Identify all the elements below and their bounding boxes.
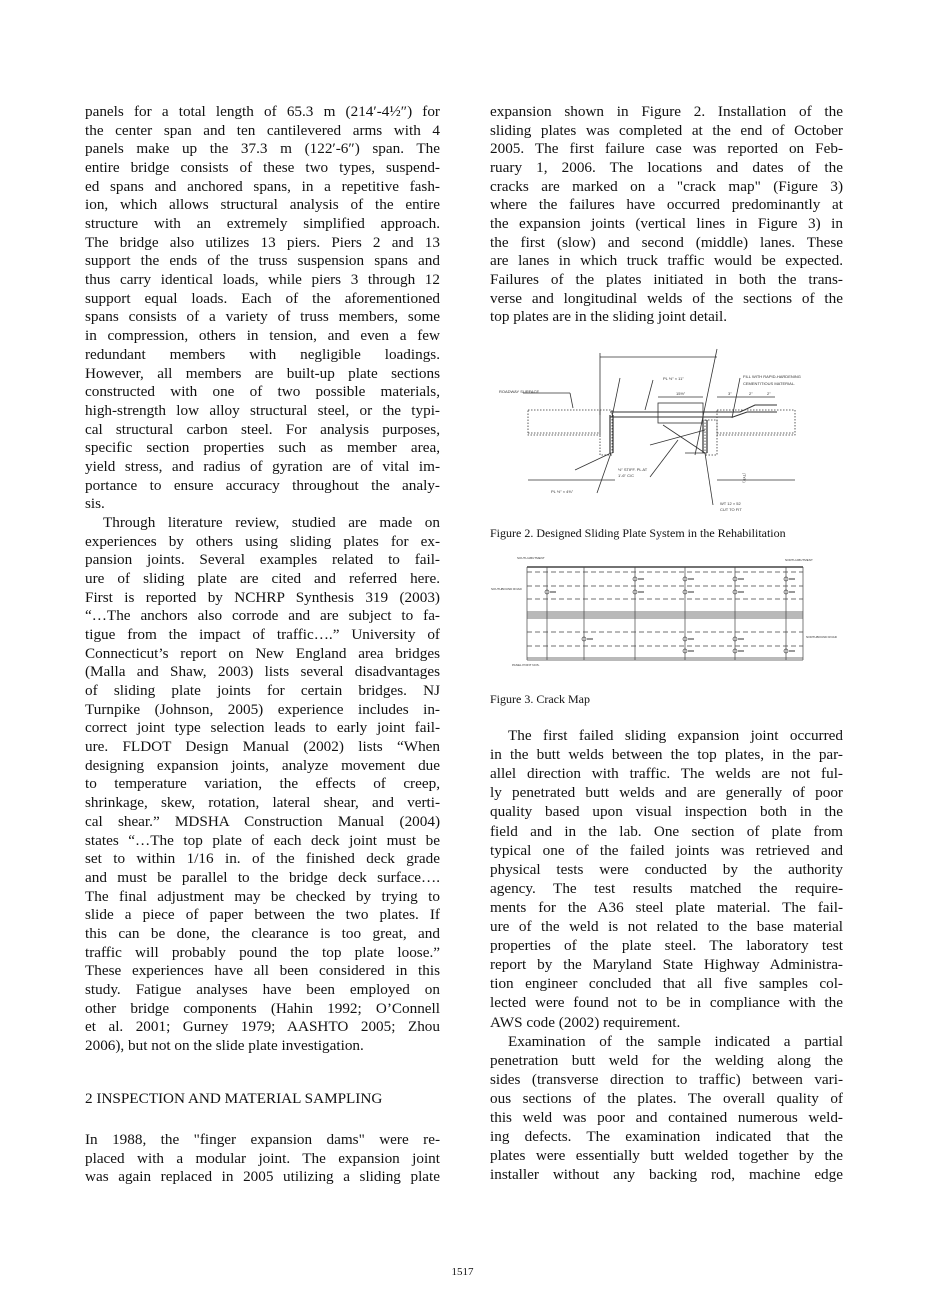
crack-marker-note	[550, 591, 556, 593]
text-line: sis.	[85, 495, 105, 513]
label-wt: WT 12 × 52	[720, 501, 741, 506]
text-line: installer without any backing rod, machine edge	[490, 1166, 843, 1184]
text-line: designing expansion joints, analyze movement due	[85, 756, 440, 774]
text-line: correct joint type selection leads to early joint fail-	[85, 719, 440, 737]
text-line: ments for the A36 steel plate material. The fail-	[490, 898, 843, 916]
text-line: However, all members are built-up plate sections	[85, 364, 440, 382]
text-line: and must be parallel to the bridge deck surface….	[85, 868, 440, 886]
label-south-abutment: SOUTH ABUTMENT	[517, 556, 545, 560]
text-line: In 1988, the "finger expansion dams" were re-	[85, 1131, 440, 1148]
label-northbound-road: NORTHBOUND ROAD	[806, 635, 837, 639]
text-line: The bridge also utilizes 13 piers. Piers 2 and 13	[85, 233, 440, 251]
crack-marker-note	[789, 591, 795, 593]
text-line: states “…The top plate of each deck joint must be	[85, 831, 440, 849]
crack-marker-note	[789, 578, 795, 580]
figure-3-caption: Figure 3. Crack Map	[490, 692, 590, 706]
label-typ: (TYP.)	[742, 473, 746, 483]
text-line: ed spans and anchored spans, in a repetitive fash-	[85, 177, 440, 195]
text-line: ion, which allows structural analysis of the entire	[85, 196, 440, 214]
text-line: ing defects. The examination indicated that the	[490, 1128, 843, 1146]
text-line: typical one of the failed joints was retrieved and	[490, 841, 843, 859]
crack-marker-note	[688, 591, 694, 593]
text-line: tigue from the impact of traffic….” University of	[85, 626, 440, 644]
text-line: the expansion joints (vertical lines in Figure 3) in	[490, 215, 843, 233]
text-line: in the butt welds between the top plates, in the par-	[490, 746, 843, 764]
text-line: ly penetrated butt welds and are generally of poor	[490, 784, 843, 802]
crack-marker-note	[638, 591, 644, 593]
text-line: penetration butt weld for the welding along the	[490, 1051, 843, 1069]
text-line: ous sections of the plates. The overall quality of	[490, 1089, 843, 1107]
label-roadway: ROADWAY SURFACE	[499, 389, 540, 394]
text-line: constructed with one of two possible materials,	[85, 383, 440, 401]
text-line: allel direction with traffic. The welds are not ful-	[490, 765, 843, 783]
crack-marker-note	[638, 578, 644, 580]
text-line: “…The anchors also corrode and are subject to fa-	[85, 607, 440, 625]
label-wt-2: CUT TO FIT	[720, 507, 742, 512]
text-line: verse and longitudinal welds of the sections of the	[490, 289, 843, 307]
text-line: Turnpike (Johnson, 2005) experience includes in-	[85, 700, 440, 718]
figure-2-caption: Figure 2. Designed Sliding Plate System in the Rehabilitation	[490, 526, 786, 540]
text-line: physical tests were conducted by the authority	[490, 860, 843, 878]
figure-2-drawing	[485, 345, 845, 525]
text-line: 2005. The first failure case was reported on Feb-	[490, 140, 843, 158]
text-line: panels for a total length of 65.3 m (214′-4½″) for	[85, 103, 440, 120]
crack-marker-note	[789, 650, 795, 652]
text-line: ure. FLDOT Design Manual (2002) lists “When	[85, 738, 440, 756]
text-line: of sliding plate joints for certain bridges. NJ	[85, 682, 440, 700]
crack-marker-note	[587, 638, 593, 640]
text-line: the center span and ten cantilevered arms with 4	[85, 121, 440, 139]
text-line: top plates are in the sliding joint detail.	[490, 308, 728, 326]
label-north-abutment: NORTH ABUTMENT	[785, 558, 813, 562]
text-line: support the ends of the truss suspension spans and	[85, 252, 440, 270]
text-line: was again replaced in 2005 utilizing a sliding plate	[85, 1168, 440, 1186]
text-line: 2006), but not on the slide plate investigation.	[85, 1037, 364, 1054]
text-line: plates were essentially butt welded together by the	[490, 1147, 843, 1165]
text-line: to temperature variation, the effects of creep,	[85, 775, 440, 793]
text-line: high-strength low alloy structural steel, or the typi-	[85, 401, 440, 419]
text-line: pansion joints. Several examples related to fail-	[85, 551, 440, 569]
text-line: are lanes in which truck traffic would be expected.	[490, 252, 843, 270]
crack-marker-note	[688, 650, 694, 652]
text-line: specific section properties such as member area,	[85, 439, 440, 457]
text-line: study. Fatigue analyses have been employed on	[85, 980, 440, 998]
text-line: expansion shown in Figure 2. Installation of the	[490, 103, 843, 120]
text-line: sides (transverse direction to traffic) between vari-	[490, 1070, 843, 1088]
text-line: Through literature review, studied are made on	[103, 513, 440, 531]
text-line: panels make up the 37.3 m (122′-6″) span. The	[85, 140, 440, 158]
text-line: First is reported by NCHRP Synthesis 319 (2003)	[85, 588, 440, 606]
label-dim-a: 3"	[728, 391, 732, 396]
text-line: shrinkage, skew, rotation, lateral shear, and verti-	[85, 794, 440, 812]
text-line: spans consists of a variety of truss members, some	[85, 308, 440, 326]
label-fill: FILL WITH RAPID-HARDENING	[743, 374, 801, 379]
label-dim-c: 2"	[767, 391, 771, 396]
figure-3-crack-map	[485, 550, 845, 675]
text-line: Connecticut’s report on New England area bridges	[85, 644, 440, 662]
text-line: traffic will probably pound the top plate loose.”	[85, 943, 440, 961]
text-line: Examination of the sample indicated a partial	[508, 1032, 843, 1050]
text-line: The final adjustment may be checked by trying to	[85, 887, 440, 905]
label-stiffener: ½" STIFF. PL AT	[618, 467, 648, 472]
text-line: redundant members with negligible loadings.	[85, 345, 440, 363]
text-line: These experiences have all been considered in this	[85, 962, 440, 980]
text-line: tion engineer concluded that all five samples col-	[490, 975, 843, 993]
text-line: the first (slow) and second (middle) lanes. These	[490, 233, 843, 251]
crack-marker-note	[738, 638, 744, 640]
label-southbound-road: SOUTHBOUND ROAD	[491, 587, 522, 591]
crack-marker-note	[738, 591, 744, 593]
crack-marker-note	[688, 578, 694, 580]
label-fill-2: CEMENTITIOUS MATERIAL.	[743, 381, 796, 386]
text-line: placed with a modular joint. The expansion joint	[85, 1149, 440, 1167]
text-line: support equal loads. Each of the aforementioned	[85, 289, 440, 307]
text-line: field and in the lab. One section of plate from	[490, 822, 843, 840]
text-line: experiences by others using sliding plates for ex-	[85, 532, 440, 550]
text-line: yield stress, and radius of gyration are of vital im-	[85, 457, 440, 475]
text-line: entire bridge consists of these two types, suspend-	[85, 159, 440, 177]
text-line: thus carry identical loads, while piers 3 through 12	[85, 271, 440, 289]
text-line: cal structural carbon steel. For analysis purposes,	[85, 420, 440, 438]
text-line: (Malla and Shaw, 2003) lists several disadvantages	[85, 663, 440, 681]
text-line: properties of the plate steel. The laboratory test	[490, 937, 843, 955]
label-dim-b: 2"	[749, 391, 753, 396]
text-line: set to within 1/16 in. of the finished deck grade	[85, 850, 440, 868]
text-line: quality based upon visual inspection both in the	[490, 803, 843, 821]
label-stiffener-2: 1'-6" C/C	[618, 473, 634, 478]
text-line: The first failed sliding expansion joint occurred	[508, 727, 843, 744]
text-line: where the failures have occurred predominantly at	[490, 196, 843, 214]
text-line: ure of sliding plate are cited and referred here.	[85, 570, 440, 587]
text-line: in compression, others in tension, and even a few	[85, 327, 440, 345]
text-line: cal shear.” MDSHA Construction Manual (2004)	[85, 812, 440, 830]
crack-marker-note	[738, 650, 744, 652]
label-side-plate: PL ½" × 4⅝"	[551, 489, 574, 494]
text-line: et al. 2001; Gurney 1979; AASHTO 2005; Zhou	[85, 1018, 440, 1036]
text-line: Failures of the plates initiated in both the trans-	[490, 271, 843, 289]
text-line: AWS code (2002) requirement.	[490, 1013, 681, 1031]
text-line: slide a piece of paper between the two plates. If	[85, 906, 440, 924]
text-line: cracks are marked on a "crack map" (Figure 3)	[490, 177, 843, 195]
text-line: this can be done, the clearance is too great, and	[85, 924, 440, 942]
text-line: report by the Maryland State Highway Administra-	[490, 956, 843, 974]
label-panel-points: PANEL POINT NOS.	[512, 663, 540, 667]
text-line: ure of the weld is not related to the base material	[490, 918, 843, 935]
text-line: portance to ensure accuracy throughout the analy-	[85, 476, 440, 494]
text-line: lected were found not to be in compliance with the	[490, 994, 843, 1012]
text-line: agency. The test results matched the require-	[490, 879, 843, 897]
text-line: ruary 1, 2006. The locations and dates of the	[490, 159, 843, 177]
text-line: structure with an extremely simplified approach.	[85, 215, 440, 233]
crack-marker-note	[738, 578, 744, 580]
label-dim-box: 15½"	[676, 391, 686, 396]
section-heading: 2 INSPECTION AND MATERIAL SAMPLING	[85, 1090, 383, 1107]
label-top-plate: PL ½" × 11"	[663, 376, 684, 381]
text-line: this weld was poor and contained numerous weld-	[490, 1109, 843, 1126]
text-line: other bridge components (Hahin 1992; O’Connell	[85, 999, 440, 1017]
text-line: sliding plates was completed at the end of October	[490, 121, 843, 139]
crack-marker-note	[688, 638, 694, 640]
page-number: 1517	[451, 1266, 474, 1278]
